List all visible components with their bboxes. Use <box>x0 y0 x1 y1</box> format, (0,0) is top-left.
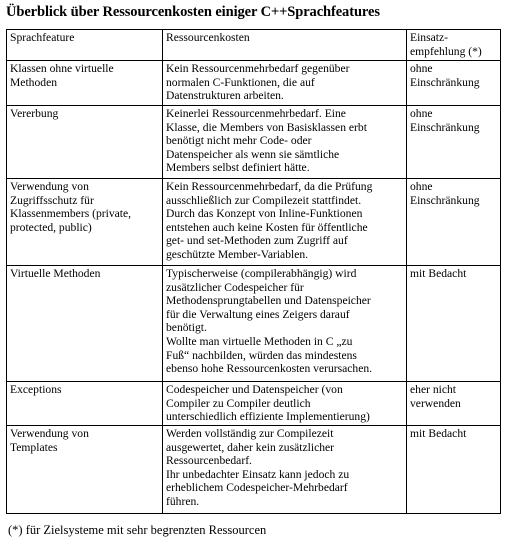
cell-line: Vererbung <box>10 107 59 120</box>
table-row <box>7 266 501 382</box>
header-feature-line: Sprachfeature <box>10 31 75 44</box>
cell-line: protected, public) <box>10 220 92 234</box>
cell-line: benötigt. <box>166 321 207 335</box>
cell-feature <box>7 106 163 179</box>
header-recommendation-line: empfehlung (*) <box>410 44 482 58</box>
header-feature <box>7 30 163 61</box>
cell-line: Kein Ressourcenmehrbedarf gegenüber <box>166 62 350 75</box>
cell-line: Methoden <box>10 75 58 89</box>
cell-line: Datenspeicher als wenn sie sämtliche <box>166 147 340 161</box>
header-recommendation <box>407 30 501 61</box>
cell-cost <box>163 426 407 514</box>
cell-line: Ressourcenbedarf. <box>166 454 252 468</box>
table-row <box>7 106 501 179</box>
cell-line: Ihr unbedachter Einsatz kann jedoch zu <box>166 467 350 481</box>
cell-line: ausschließlich zur Compilezeit stattfindet. <box>166 193 362 207</box>
cell-line: Wollte man virtuelle Methoden in C „zu <box>166 334 353 348</box>
cell-line: Codespeicher und Datenspeicher (von <box>166 383 343 396</box>
cell-line: für die Verwaltung eines Zeigers darauf <box>166 307 350 321</box>
cell-line: Compiler zu Compiler deutlich <box>166 396 311 410</box>
cell-line: unterschiedlich effiziente Implementierung) <box>166 410 370 424</box>
cell-feature <box>7 179 163 266</box>
footnote: (*) für Zielsysteme mit sehr begrenzten Ressourcen <box>8 523 267 537</box>
cell-line: führen. <box>166 494 200 508</box>
document-title: Überblick über Ressourcenkosten einiger C++Sprachfeatures <box>6 4 380 20</box>
cell-line: Fuß“ nachbilden, würden das mindestens <box>166 348 357 362</box>
cell-line: geschützte Member-Variablen. <box>166 247 309 261</box>
cell-feature <box>7 426 163 514</box>
cell-recommendation <box>407 266 501 382</box>
header-cost <box>163 30 407 61</box>
cell-line: ausgewertet, daher kein zusätzlicher <box>166 440 335 454</box>
table-header-row <box>7 30 501 61</box>
cell-line: Methodensprungtabellen und Datenspeicher <box>166 294 371 308</box>
cell-line: ohne <box>410 107 433 120</box>
cell-line: Typischerweise (compilerabhängig) wird <box>166 267 357 280</box>
cell-recommendation <box>407 106 501 179</box>
cell-line: Members selbst definiert hätte. <box>166 161 310 175</box>
resource-cost-table <box>6 29 501 514</box>
cell-feature <box>7 61 163 106</box>
table-row <box>7 382 501 426</box>
cell-line: Klassen ohne virtuelle <box>10 62 114 75</box>
cell-recommendation <box>407 179 501 266</box>
cell-line: Virtuelle Methoden <box>10 267 101 280</box>
cell-line: benötigt nicht mehr Code- oder <box>166 134 312 148</box>
cell-recommendation <box>407 382 501 426</box>
cell-cost <box>163 179 407 266</box>
cell-line: Datenstrukturen arbeiten. <box>166 89 284 103</box>
cell-line: Werden vollständig zur Compilezeit <box>166 427 334 440</box>
cell-cost <box>163 106 407 179</box>
cell-line: normalen C-Funktionen, die auf <box>166 75 315 89</box>
cell-line: mit Bedacht <box>410 267 467 280</box>
cell-cost <box>163 61 407 106</box>
cell-line: Kein Ressourcenmehrbedarf, da die Prüfung <box>166 180 373 193</box>
table-row <box>7 61 501 106</box>
cell-line: ohne <box>410 180 433 193</box>
header-cost-line: Ressourcenkosten <box>166 31 250 44</box>
cell-line: ebenso hohe Ressourcenkosten verursachen. <box>166 362 373 376</box>
cell-line: verwenden <box>410 396 461 410</box>
cell-line: Klasse, die Members von Basisklassen erbt <box>166 120 367 134</box>
cell-line: Einschränkung <box>410 120 480 134</box>
cell-line: Einschränkung <box>410 193 480 207</box>
cell-line: Verwendung von <box>10 427 89 440</box>
cell-line: Durch das Konzept von Inline-Funktionen <box>166 207 363 221</box>
cell-feature <box>7 382 163 426</box>
cell-line: Klassenmembers (private, <box>10 207 132 221</box>
cell-line: Verwendung von <box>10 180 89 193</box>
cell-line: Zugriffsschutz für <box>10 193 94 207</box>
cell-line: Templates <box>10 440 58 454</box>
table-row <box>7 179 501 266</box>
cell-line: entstehen auch keine Kosten für öffentliche <box>166 220 368 234</box>
cell-line: zusätzlicher Codespeicher für <box>166 280 304 294</box>
cell-line: erheblichem Codespeicher-Mehrbedarf <box>166 481 348 495</box>
header-recommendation-line: Einsatz- <box>410 31 448 44</box>
cell-cost <box>163 266 407 382</box>
cell-cost <box>163 382 407 426</box>
cell-recommendation <box>407 426 501 514</box>
cell-line: Keinerlei Ressourcenmehrbedarf. Eine <box>166 107 346 120</box>
cell-line: Exceptions <box>10 383 62 396</box>
cell-recommendation <box>407 61 501 106</box>
cell-line: Einschränkung <box>410 75 480 89</box>
cell-line: mit Bedacht <box>410 427 467 440</box>
cell-line: get- und set-Methoden zum Zugriff auf <box>166 234 348 248</box>
cell-line: ohne <box>410 62 433 75</box>
table-row <box>7 426 501 514</box>
cell-feature <box>7 266 163 382</box>
cell-line: eher nicht <box>410 383 457 396</box>
